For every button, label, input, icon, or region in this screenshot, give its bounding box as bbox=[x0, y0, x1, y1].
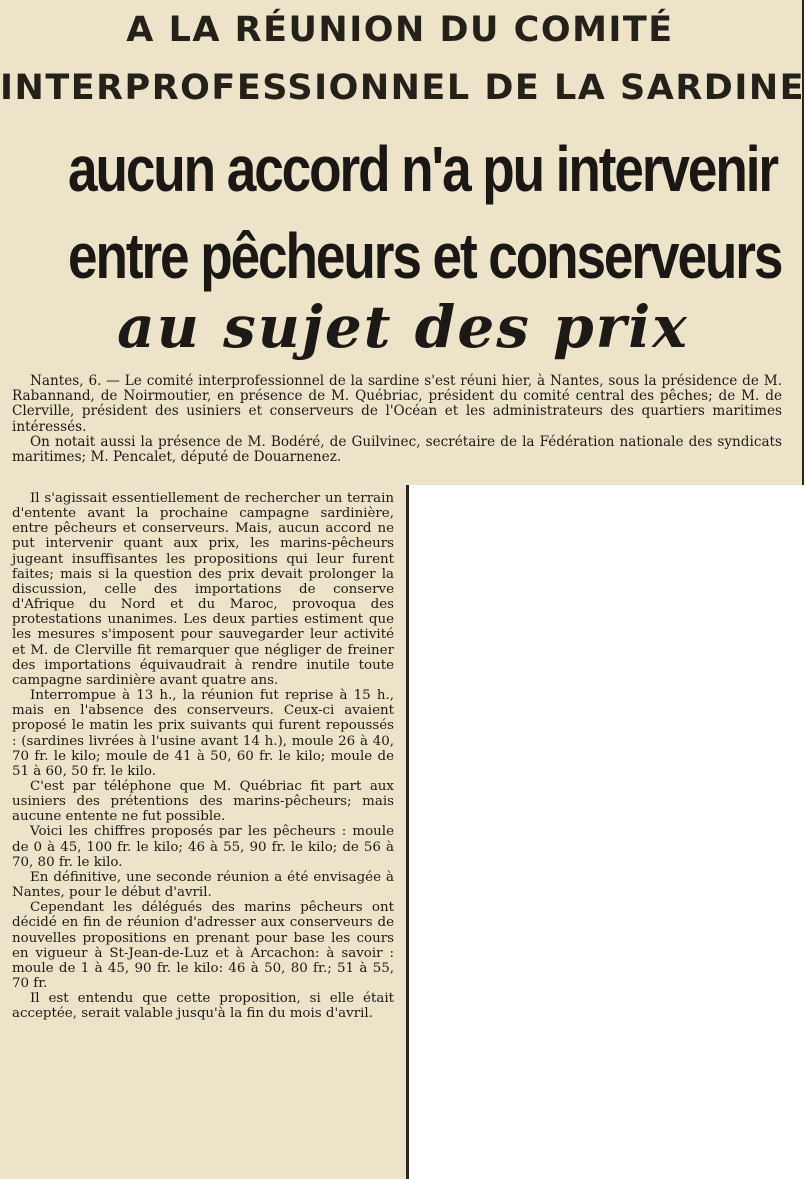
subheadline: au sujet des prix bbox=[117, 293, 689, 361]
body-paragraph: Voici les chiffres proposés par les pêcheurs : moule de 0 à 45, 100 fr. le kilo; 46 à 55, 90 fr. le kilo; de 56 à 70, 80 fr. le kilo. bbox=[12, 824, 394, 870]
headline-line-2: entre pêcheurs et conserveurs bbox=[68, 220, 782, 292]
body-paragraph: C'est par téléphone que M. Québriac fit part aux usiniers des prétentions des marins-pêcheurs; mais aucune entente ne fut possible. bbox=[12, 778, 394, 825]
kicker-line-2: INTERPROFESSIONNEL DE LA SARDINE bbox=[0, 68, 806, 108]
body-paragraph: Il est entendu que cette proposition, si elle était acceptée, serait valable jusqu'à la fin du mois d'avril. bbox=[12, 991, 394, 1022]
lead-paragraph: On notait aussi la présence de M. Bodéré, de Guilvinec, secrétaire de la Fédération nationale des syndicats maritimes; M. Pencalet, député de Douarnenez. bbox=[12, 433, 782, 466]
body-paragraph: Interrompue à 13 h., la réunion fut reprise à 15 h., mais en l'absence des conserveurs. Ceux-ci avaient proposé le matin les prix suivants qui furent repoussés : (sardines livrées à l'usine avant 14 h.), moule 26 à 40, 70 fr. le kilo; moule de 41 à 50, 60 fr. le kilo; moule de 51 à 60, 50 fr. le kilo. bbox=[12, 688, 394, 779]
lead-text bbox=[12, 374, 782, 465]
body-paragraph: Il s'agissait essentiellement de rechercher un terrain d'entente avant la prochaine campagne sardinière, entre pêcheurs et conserveurs. Mais, aucun accord ne put intervenir quant aux prix, les marins-pêcheurs jugeant insuffisantes les propositions qui leur furent faites; mais si la question des prix devait prolonger la discussion, celle des importations de conserve d'Afrique du Nord et du Maroc, provoqua des protestations unanimes. Les deux parties estiment que les mesures s'imposent pour sauvegarder leur activité et M. de Clerville fit remarquer que négliger de freiner des importations équivaudrait à rendre inutile toute campagne sardinière avant quatre ans. bbox=[12, 491, 394, 688]
headline-line-1: aucun accord n'a pu intervenir bbox=[68, 133, 778, 205]
body-text bbox=[12, 491, 394, 1021]
article-header-block bbox=[0, 0, 804, 485]
body-paragraph: Cependant les délégués des marins pêcheurs ont décidé en fin de réunion d'adresser aux conserveurs de nouvelles propositions en prenant pour base les cours en vigueur à St-Jean-de-Luz et à Arcachon: à savoir : moule de 1 à 45, 90 fr. le kilo: 46 à 50, 80 fr.; 51 à 55, 70 fr. bbox=[12, 900, 394, 991]
body-paragraph: En définitive, une seconde réunion a été envisagée à Nantes, pour le début d'avril. bbox=[12, 869, 394, 901]
kicker-line-1: A LA RÉUNION DU COMITÉ bbox=[126, 10, 674, 50]
lead-paragraph: Nantes, 6. — Le comité interprofessionnel de la sardine s'est réuni hier, à Nantes, sous la présidence de M. Rabannand, de Noirmoutier, en présence de M. Québriac, président du comité central des pêches; de M. de Clerville, président des usiniers et conserveurs de l'Océan et les administrateurs des quartiers maritimes intéressés. bbox=[12, 373, 782, 435]
